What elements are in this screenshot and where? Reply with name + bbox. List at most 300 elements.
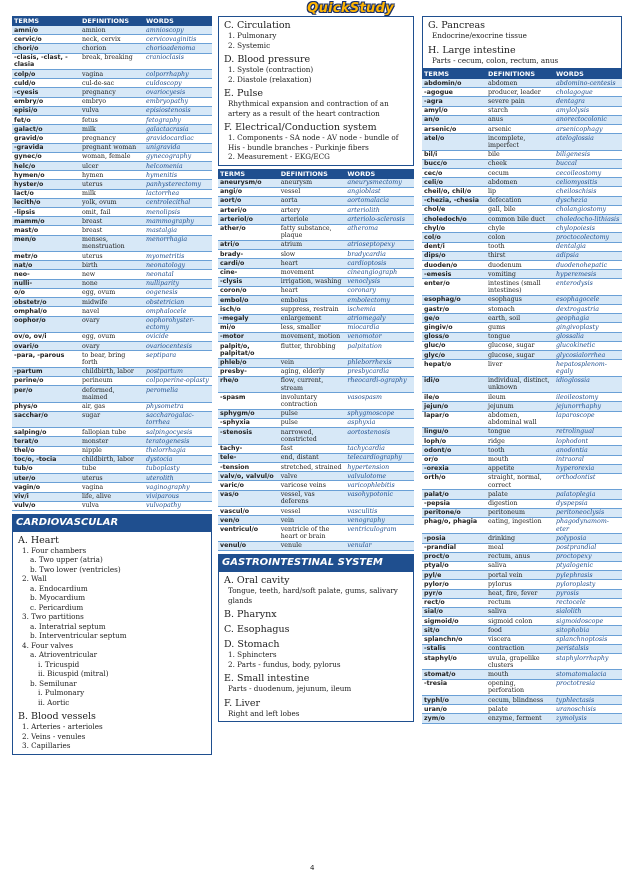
definition-cell: fallopian tube: [80, 428, 144, 437]
term-cell: ge/o: [422, 314, 486, 323]
table-row: [422, 552, 622, 561]
table-row: [12, 26, 212, 35]
term-cell: cardi/o: [218, 259, 279, 268]
term-cell: rhe/o: [218, 376, 279, 392]
word-cell: zymolysis: [554, 714, 622, 723]
term-cell: odont/o: [422, 446, 486, 455]
term-cell: valv/o, valvul/o: [218, 472, 279, 481]
table-row: [12, 492, 212, 501]
term-cell: ventricul/o: [218, 525, 279, 541]
word-cell: cheiloschisis: [554, 187, 622, 196]
word-cell: stomatomalacia: [554, 670, 622, 679]
word-cell: salpingocyesis: [144, 428, 212, 437]
term-cell: o/o: [12, 288, 80, 297]
term-cell: sit/o: [422, 626, 486, 635]
word-cell: nulliparity: [144, 279, 212, 288]
table-row: [12, 402, 212, 411]
table-row: [422, 332, 622, 341]
word-cell: lophodont: [554, 437, 622, 446]
word-cell: colporrhaphy: [144, 70, 212, 79]
definition-cell: vessel: [279, 187, 346, 196]
table-row: [12, 307, 212, 316]
word-cell: septipara: [144, 351, 212, 367]
word-cell: uterolith: [144, 474, 212, 483]
term-cell: -clasis, -clast, -clasia: [12, 53, 80, 69]
word-cell: bradycardia: [345, 250, 414, 259]
table-row: [12, 53, 212, 69]
definition-cell: air, gas: [80, 402, 144, 411]
definition-cell: tooth: [486, 242, 554, 251]
definition-cell: intestines (small intestines): [486, 279, 554, 295]
section-title-cardiovascular: CARDIOVASCULAR: [12, 514, 212, 531]
word-cell: saccharogalac-torrhea: [144, 411, 212, 427]
term-cell: nat/o: [12, 261, 80, 270]
table-row: [218, 342, 414, 358]
header-words: WORDS: [144, 16, 212, 26]
word-cell: peritoneoclysis: [554, 508, 622, 517]
word-cell: ovicide: [144, 332, 212, 341]
table-row: [218, 507, 414, 516]
table-row: [422, 178, 622, 187]
table-row: [422, 134, 622, 150]
term-cell: ven/o: [218, 516, 279, 525]
definition-cell: cecum: [486, 169, 554, 178]
word-cell: amnioscopy: [144, 26, 212, 35]
definition-cell: vulva: [80, 501, 144, 510]
term-cell: ovari/o: [12, 342, 80, 351]
word-cell: angioblast: [345, 187, 414, 196]
term-cell: ov/o, ov/i: [12, 332, 80, 341]
term-cell: -spasm: [218, 393, 279, 409]
table-row: [12, 208, 212, 217]
table-row: [218, 305, 414, 314]
table-row: [12, 411, 212, 427]
word-cell: dystocia: [144, 455, 212, 464]
word-cell: centrolecithal: [144, 198, 212, 207]
definition-cell: incomplete, imperfect: [486, 134, 554, 150]
table-row: [422, 88, 622, 97]
table-row: [12, 474, 212, 483]
definition-cell: yolk, ovum: [80, 198, 144, 207]
terms-table-middle: [218, 169, 414, 552]
table-row: [218, 332, 414, 341]
definition-cell: flutter, throbbing: [279, 342, 346, 358]
outline-item: b. Interventricular septum: [30, 631, 127, 641]
definition-cell: perineum: [80, 376, 144, 385]
definition-cell: ovary: [80, 316, 144, 332]
term-cell: tub/o: [12, 464, 80, 473]
word-cell: dentalgia: [554, 242, 622, 251]
definition-cell: varicose veins: [279, 481, 346, 490]
word-cell: sialolith: [554, 607, 622, 616]
word-cell: vaginography: [144, 483, 212, 492]
definition-cell: to bear, bring forth: [80, 351, 144, 367]
term-cell: bil/i: [422, 150, 486, 159]
outline-item: 1. Systole (contraction): [228, 65, 314, 74]
definition-cell: rectum: [486, 598, 554, 607]
term-cell: typhl/o: [422, 696, 486, 705]
word-cell: valvulotome: [345, 472, 414, 481]
table-row: [12, 298, 212, 307]
table-row: [422, 508, 622, 517]
word-cell: mammography: [144, 217, 212, 226]
term-cell: per/o: [12, 386, 80, 402]
definition-cell: nipple: [80, 446, 144, 455]
table-row: [12, 376, 212, 385]
table-row: [422, 446, 622, 455]
term-cell: -chezia, -chesia: [422, 196, 486, 205]
table-row: [422, 402, 622, 411]
table-row: [422, 644, 622, 653]
table-row: [422, 679, 622, 695]
word-cell: aortostenosis: [345, 428, 414, 444]
table-row: [218, 240, 414, 249]
table-row: [218, 196, 414, 205]
term-cell: sphygm/o: [218, 409, 279, 418]
definition-cell: hymen: [80, 171, 144, 180]
definition-cell: none: [80, 279, 144, 288]
definition-cell: end, distant: [279, 453, 346, 462]
definition-cell: vessel: [279, 507, 346, 516]
table-row: [218, 516, 414, 525]
definition-cell: aorta: [279, 196, 346, 205]
table-row: [218, 481, 414, 490]
term-cell: -tresia: [422, 679, 486, 695]
term-cell: -posia: [422, 534, 486, 543]
header-terms: TERMS: [12, 16, 80, 26]
term-cell: splanchn/o: [422, 635, 486, 644]
word-cell: panhysterectomy: [144, 180, 212, 189]
gastrointestinal-outline: [218, 571, 414, 722]
table-row: [422, 534, 622, 543]
terms-table-right: [422, 69, 622, 724]
definition-cell: individual, distinct, unknown: [486, 376, 554, 392]
term-cell: pyl/e: [422, 571, 486, 580]
word-cell: proctocolectomy: [554, 233, 622, 242]
definition-cell: thirst: [486, 251, 554, 260]
word-cell: cecoileostomy: [554, 169, 622, 178]
outline-heading: E. Small intestine: [224, 673, 310, 685]
term-cell: sacchar/o: [12, 411, 80, 427]
word-cell: retrolingual: [554, 427, 622, 436]
definition-cell: milk: [80, 125, 144, 134]
definition-cell: sugar: [80, 411, 144, 427]
word-cell: embryopathy: [144, 97, 212, 106]
definition-cell: tooth: [486, 446, 554, 455]
definition-cell: fatty substance, plaque: [279, 224, 346, 240]
word-cell: presbycardia: [345, 367, 414, 376]
term-cell: -clysis: [218, 277, 279, 286]
definition-cell: movement, motion: [279, 332, 346, 341]
table-row: [422, 295, 622, 304]
term-cell: uran/o: [422, 705, 486, 714]
definition-cell: atrium: [279, 240, 346, 249]
definition-cell: gall, bile: [486, 205, 554, 214]
word-cell: buccal: [554, 159, 622, 168]
term-cell: lapar/o: [422, 411, 486, 427]
table-row: [422, 270, 622, 279]
table-header-row: [12, 16, 212, 26]
word-cell: venography: [345, 516, 414, 525]
outline-item: 3. Capillaries: [22, 741, 71, 751]
word-cell: vasohypotonic: [345, 490, 414, 506]
word-cell: lactorrhea: [144, 189, 212, 198]
outline-item: Rhythmical expansion and contraction of an artery as a result of the heart contraction: [228, 99, 389, 118]
table-row: [218, 393, 414, 409]
term-cell: gingiv/o: [422, 323, 486, 332]
term-cell: angi/o: [218, 187, 279, 196]
word-cell: postprandial: [554, 543, 622, 552]
word-cell: typhlectasis: [554, 696, 622, 705]
word-cell: atriomegaly: [345, 314, 414, 323]
word-cell: glucokinetic: [554, 341, 622, 350]
definition-cell: common bile duct: [486, 215, 554, 224]
word-cell: biligenesis: [554, 150, 622, 159]
word-cell: abdomino-centesis: [554, 79, 622, 88]
outline-item: 2. Measurement - EKG/ECG: [228, 152, 330, 161]
table-row: [218, 259, 414, 268]
word-cell: ischemia: [345, 305, 414, 314]
word-cell: postpartum: [144, 367, 212, 376]
word-cell: splanchnoptosis: [554, 635, 622, 644]
outline-item: i. Pulmonary: [38, 688, 85, 698]
term-cell: -pepsia: [422, 499, 486, 508]
outline-heading: E. Pulse: [224, 88, 264, 99]
term-cell: helc/o: [12, 162, 80, 171]
term-cell: bucc/o: [422, 159, 486, 168]
term-cell: omphal/o: [12, 307, 80, 316]
definition-cell: glucose, sugar: [486, 351, 554, 360]
definition-cell: appetite: [486, 464, 554, 473]
term-cell: -megaly: [218, 314, 279, 323]
outline-item: 1. Components - SA node - AV node - bundle of His - bundle branches - Purkinje fibers: [228, 133, 399, 152]
word-cell: teratogenesis: [144, 437, 212, 446]
table-row: [422, 97, 622, 106]
word-cell: miocardia: [345, 323, 414, 332]
definition-cell: valve: [279, 472, 346, 481]
term-cell: choledoch/o: [422, 215, 486, 224]
cardiovascular-outline: [12, 531, 212, 755]
definition-cell: milk: [80, 189, 144, 198]
word-cell: proctopexy: [554, 552, 622, 561]
word-cell: hyperemesis: [554, 270, 622, 279]
term-cell: an/o: [422, 115, 486, 124]
term-cell: salping/o: [12, 428, 80, 437]
word-cell: glossalia: [554, 332, 622, 341]
definition-cell: uterus: [80, 252, 144, 261]
outline-item: Right and left lobes: [228, 708, 300, 718]
word-cell: oogenesis: [144, 288, 212, 297]
table-row: [422, 233, 622, 242]
definition-cell: vein: [279, 516, 346, 525]
outline-heading: F. Liver: [224, 697, 261, 709]
term-cell: -emesis: [422, 270, 486, 279]
definition-cell: colon: [486, 233, 554, 242]
word-cell: uranoschisis: [554, 705, 622, 714]
word-cell: anodontia: [554, 446, 622, 455]
definition-cell: pregnancy: [80, 88, 144, 97]
term-cell: dips/o: [422, 251, 486, 260]
outline-heading: A. Oral cavity: [224, 575, 290, 587]
definition-cell: flow, current, stream: [279, 376, 346, 392]
table-row: [12, 386, 212, 402]
word-cell: arteriolo-sclerosis: [345, 215, 414, 224]
word-cell: cholagogue: [554, 88, 622, 97]
definition-cell: narrowed, constricted: [279, 428, 346, 444]
definition-cell: stretched, strained: [279, 463, 346, 472]
definition-cell: irrigation, washing: [279, 277, 346, 286]
term-cell: amni/o: [12, 26, 80, 35]
section-title-gastrointestinal: GASTROINTESTINAL SYSTEM: [218, 554, 414, 571]
definition-cell: break, breaking: [80, 53, 144, 69]
table-row: [422, 242, 622, 251]
word-cell: phagodynamom-eter: [554, 517, 622, 533]
term-cell: -tension: [218, 463, 279, 472]
table-row: [12, 235, 212, 251]
word-cell: aneurysmectomy: [345, 179, 414, 188]
definition-cell: aging, elderly: [279, 367, 346, 376]
word-cell: culdoscopy: [144, 79, 212, 88]
definition-cell: new: [80, 270, 144, 279]
header-words: WORDS: [345, 169, 414, 179]
definition-cell: childbirth, labor: [80, 455, 144, 464]
term-cell: -cyesis: [12, 88, 80, 97]
table-row: [422, 314, 622, 323]
term-cell: gloss/o: [422, 332, 486, 341]
term-cell: palat/o: [422, 490, 486, 499]
word-cell: pylephrasis: [554, 571, 622, 580]
word-cell: enterodysis: [554, 279, 622, 295]
outline-item: c. Pericardium: [30, 602, 84, 612]
definition-cell: enlargement: [279, 314, 346, 323]
term-cell: isch/o: [218, 305, 279, 314]
term-cell: jejun/o: [422, 402, 486, 411]
word-cell: duodenohepatic: [554, 261, 622, 270]
definition-cell: food: [486, 626, 554, 635]
table-row: [218, 376, 414, 392]
definition-cell: pulse: [279, 418, 346, 427]
word-cell: atheroma: [345, 224, 414, 240]
definition-cell: egg, ovum: [80, 288, 144, 297]
definition-cell: fetus: [80, 116, 144, 125]
term-cell: phag/o, phagia: [422, 517, 486, 533]
term-cell: obstetr/o: [12, 298, 80, 307]
table-row: [12, 261, 212, 270]
outline-item: 3. Two partitions: [22, 612, 84, 622]
definition-cell: slow: [279, 250, 346, 259]
term-cell: fet/o: [12, 116, 80, 125]
term-cell: toc/o, -tocia: [12, 455, 80, 464]
table-row: [218, 444, 414, 453]
outline-heading: B. Blood vessels: [18, 711, 96, 723]
word-cell: telecardiography: [345, 453, 414, 462]
term-cell: mast/o: [12, 226, 80, 235]
term-cell: staphyl/o: [422, 654, 486, 670]
definition-cell: egg, ovum: [80, 332, 144, 341]
brand-logo: QuickStudy: [307, 1, 394, 16]
outline-item: 2. Parts - fundus, body, pylorus: [228, 659, 341, 669]
definition-cell: omit, fail: [80, 208, 144, 217]
definition-cell: portal vein: [486, 571, 554, 580]
term-cell: -motor: [218, 332, 279, 341]
table-row: [218, 409, 414, 418]
table-row: [218, 472, 414, 481]
outline-heading: F. Electrical/Conduction system: [224, 122, 377, 133]
term-cell: palpit/o, palpitat/o: [218, 342, 279, 358]
word-cell: cervicovaginitis: [144, 35, 212, 44]
word-cell: hyperorexia: [554, 464, 622, 473]
term-cell: -agogue: [422, 88, 486, 97]
word-cell: dyschezia: [554, 196, 622, 205]
table-row: [422, 427, 622, 436]
definition-cell: abdomen: [486, 178, 554, 187]
term-cell: phys/o: [12, 402, 80, 411]
definition-cell: chorion: [80, 44, 144, 53]
middle-column: [218, 16, 414, 722]
table-row: [218, 541, 414, 550]
word-cell: unigravida: [144, 143, 212, 152]
definition-cell: amnion: [80, 26, 144, 35]
word-cell: myometritis: [144, 252, 212, 261]
word-cell: viviparous: [144, 492, 212, 501]
word-cell: ovariocentesis: [144, 342, 212, 351]
word-cell: polyposia: [554, 534, 622, 543]
term-cell: duoden/o: [422, 261, 486, 270]
outline-item: b. Two lower (ventricles): [30, 564, 121, 574]
definition-cell: tongue: [486, 427, 554, 436]
word-cell: palatoplegia: [554, 490, 622, 499]
term-cell: presby-: [218, 367, 279, 376]
table-row: [12, 367, 212, 376]
outline-heading: B. Pharynx: [224, 609, 277, 621]
word-cell: rheocardi-ography: [345, 376, 414, 392]
outline-item: Parts - duodenum, jejunum, ileum: [228, 684, 352, 694]
word-cell: chylopoiesis: [554, 224, 622, 233]
word-cell: galactacrasia: [144, 125, 212, 134]
word-cell: sphygmoscope: [345, 409, 414, 418]
definition-cell: arsenic: [486, 125, 554, 134]
word-cell: orthodontist: [554, 473, 622, 489]
term-cell: gravid/o: [12, 134, 80, 143]
word-cell: varicophlebitis: [345, 481, 414, 490]
definition-cell: producer, leader: [486, 88, 554, 97]
term-cell: glyc/o: [422, 351, 486, 360]
term-cell: chori/o: [12, 44, 80, 53]
term-cell: embol/o: [218, 296, 279, 305]
term-cell: idi/o: [422, 376, 486, 392]
word-cell: choledocho-lithiasis: [554, 215, 622, 224]
table-row: [12, 44, 212, 53]
table-row: [218, 277, 414, 286]
term-cell: nulli-: [12, 279, 80, 288]
word-cell: laparoscope: [554, 411, 622, 427]
table-row: [422, 561, 622, 570]
definition-cell: childbirth, labor: [80, 367, 144, 376]
term-cell: oophor/o: [12, 316, 80, 332]
term-cell: pyr/o: [422, 589, 486, 598]
table-row: [422, 115, 622, 124]
definition-cell: cheek: [486, 159, 554, 168]
term-cell: proct/o: [422, 552, 486, 561]
word-cell: menorrhagia: [144, 235, 212, 251]
word-cell: venomotor: [345, 332, 414, 341]
word-cell: cranioclasis: [144, 53, 212, 69]
word-cell: gravidocardiac: [144, 134, 212, 143]
definition-cell: pregnancy: [80, 134, 144, 143]
definition-cell: ridge: [486, 437, 554, 446]
definition-cell: contraction: [486, 644, 554, 653]
outline-item: 2. Diastole (relaxation): [228, 74, 312, 84]
